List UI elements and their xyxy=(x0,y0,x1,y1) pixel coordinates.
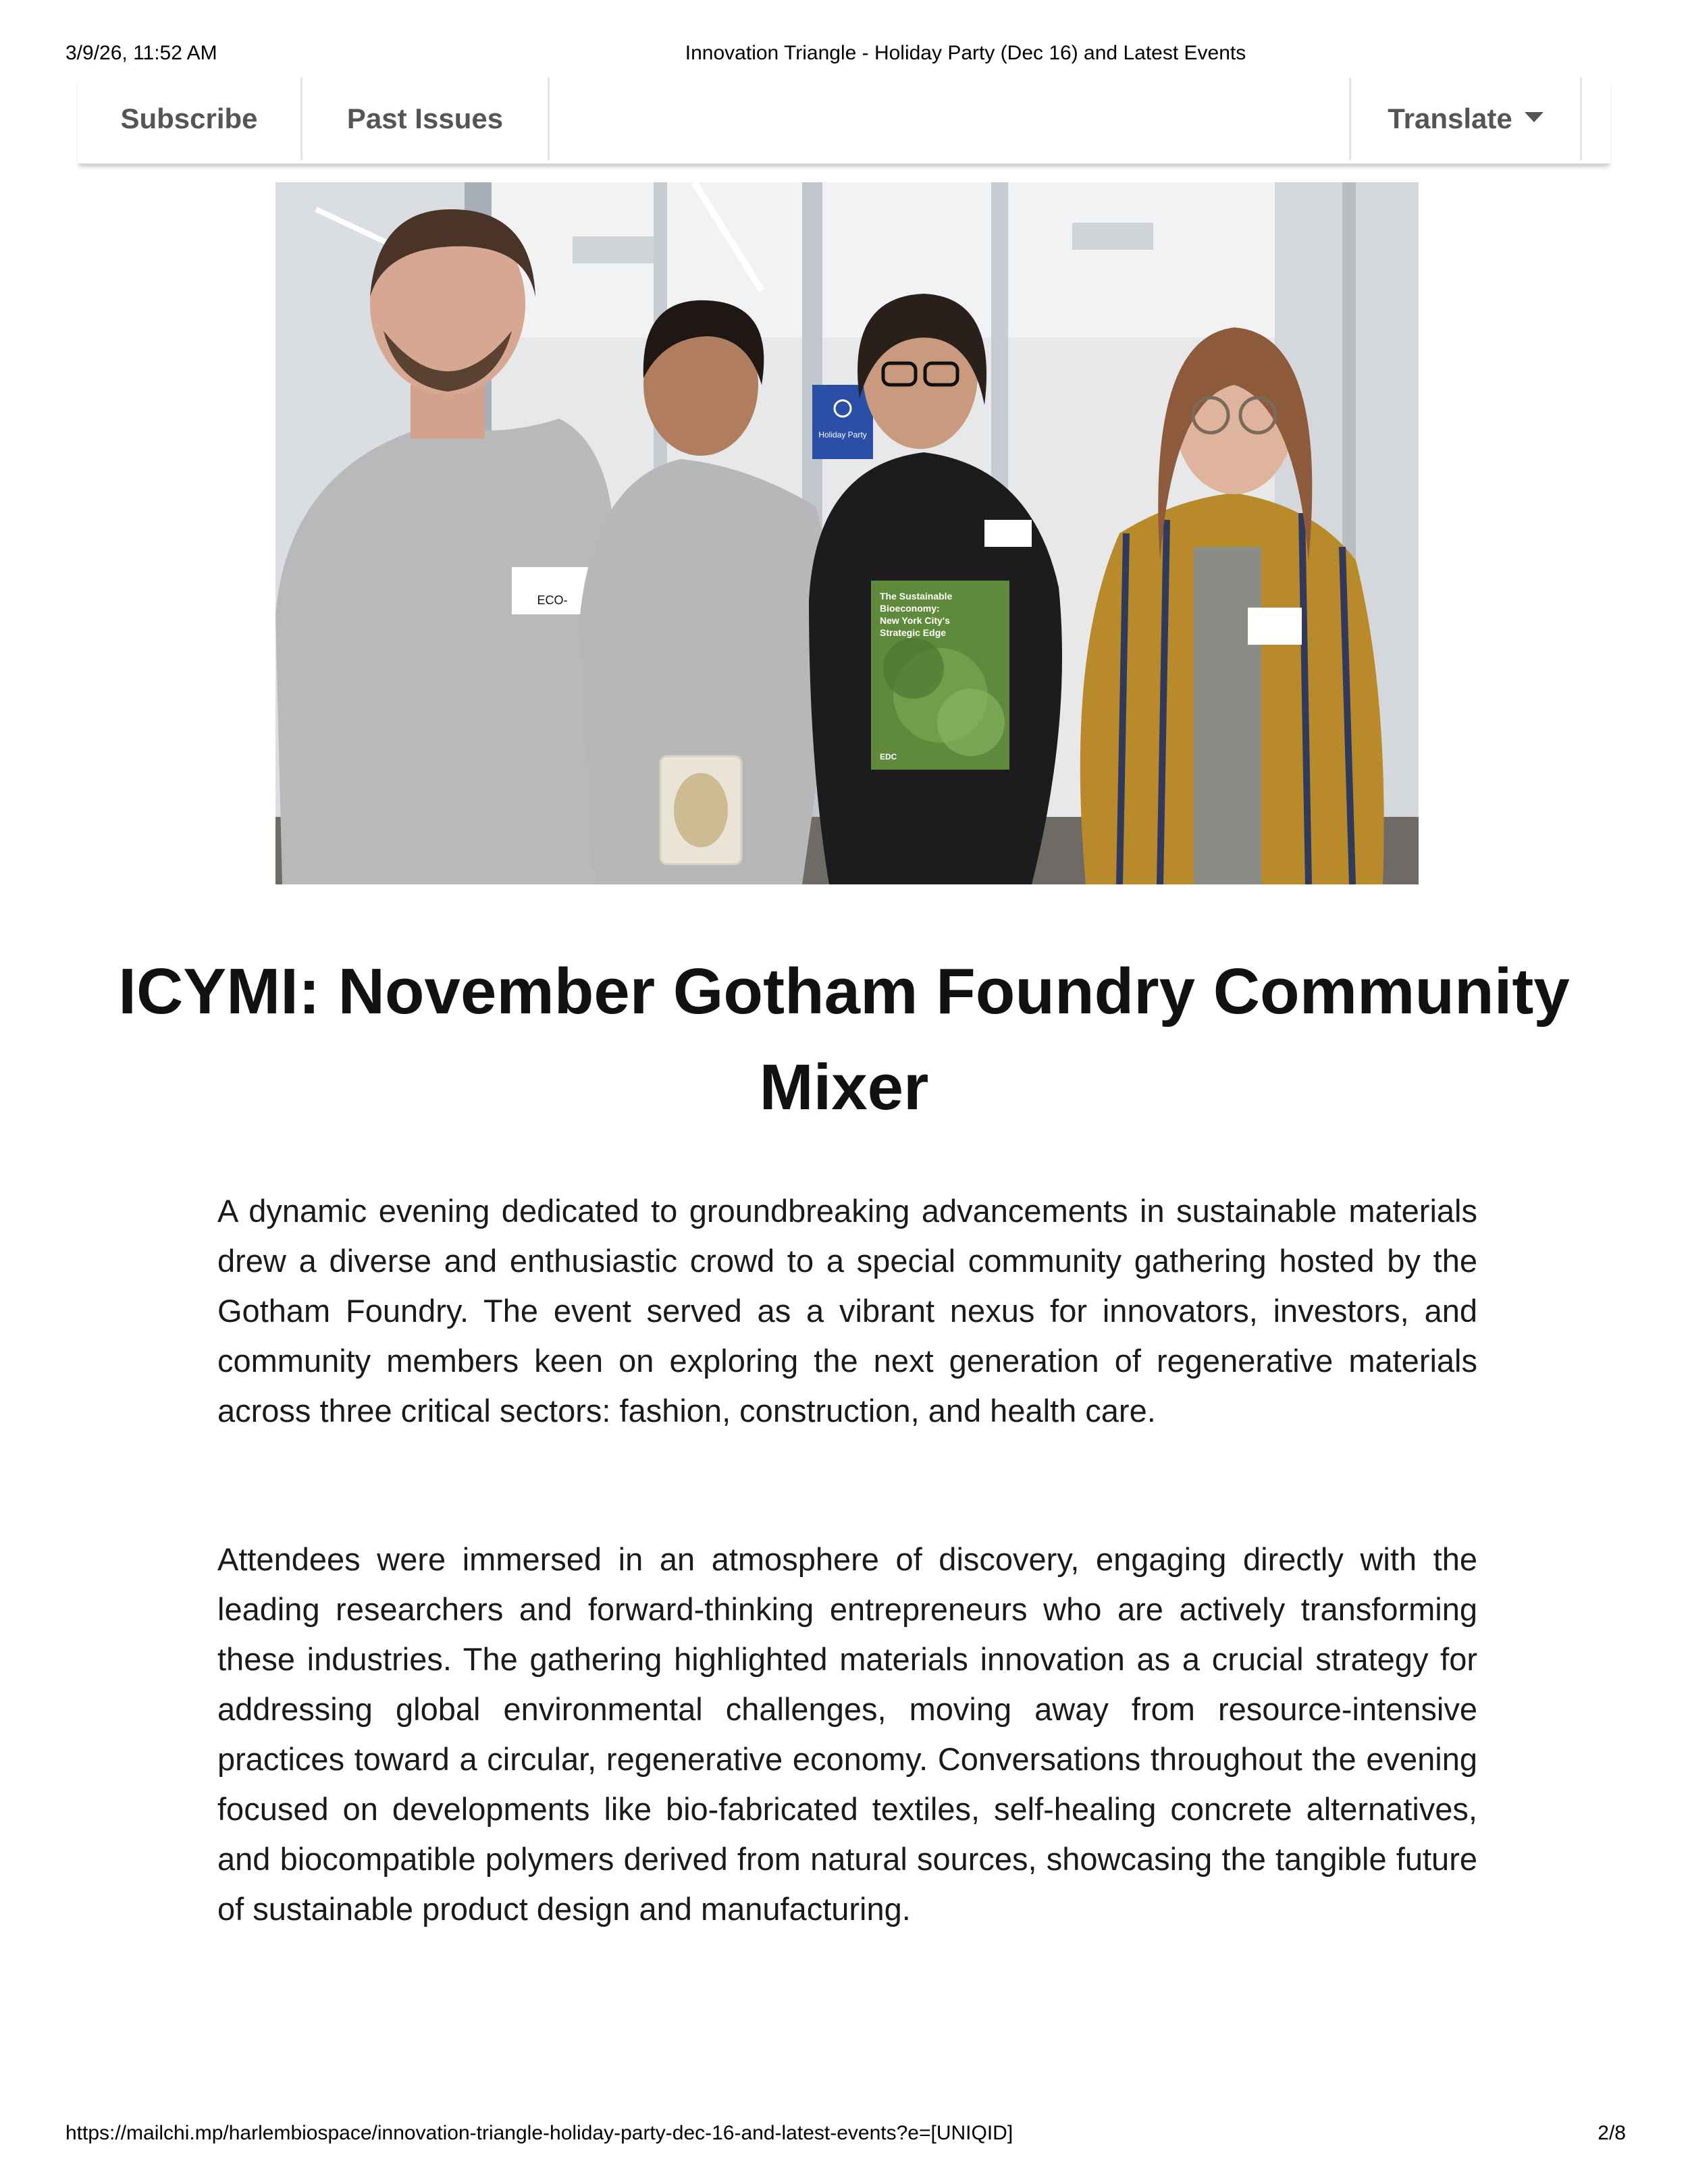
poster-text: Holiday Party xyxy=(818,430,867,440)
subscribe-link[interactable] xyxy=(78,78,302,160)
translate-label: Translate xyxy=(1388,103,1512,134)
newsletter-nav-bar xyxy=(78,78,1610,164)
past-issues-link[interactable] xyxy=(302,78,550,160)
print-footer-url: https://mailchi.mp/harlembiospace/innovation-triangle-holiday-party-dec-16-and-latest-events?e=[UNIQID] xyxy=(65,2122,1013,2144)
article-paragraph-1: A dynamic evening dedicated to groundbreaking advancements in sustainable materials drew a diverse and enthusiastic crowd to a special community gathering hosted by the Gotham Foundry. The event served as a vibrant nexus for innovators, investors, and community members keen on exploring the next generation of regenerative materials across three critical sectors: fashion, construction, and health care. xyxy=(217,1193,1477,1429)
name-tag-3 xyxy=(1248,608,1302,645)
article-paragraph-2: Attendees were immersed in an atmosphere of discovery, engaging directly with the leading researchers and forward-thinking entrepreneurs who are actively transforming these industries. The gathering highlighted materials innovation as a crucial strategy for addressing global environmental challenges, moving away from resource-intensive practices toward a circular, regenerative economy. Conversations throughout the evening focused on developments like bio-fabricated textiles, self-healing concrete alternatives, and biocompatible polymers derived from natural sources, showcasing the tangible future of sustainable product design and manufacturing. xyxy=(217,1541,1477,1927)
name-tag-text: ECO- xyxy=(537,593,568,607)
subscribe-label: Subscribe xyxy=(120,103,258,134)
caret-down-icon xyxy=(1525,112,1544,122)
past-issues-label: Past Issues xyxy=(346,103,504,134)
name-tag-2 xyxy=(984,520,1032,547)
book-title-line-3: New York City's xyxy=(880,615,950,626)
book-title-line-2: Bioeconomy: xyxy=(880,603,940,614)
event-photo xyxy=(275,182,1419,884)
name-tag xyxy=(512,567,593,614)
print-page-number: 2/8 xyxy=(1598,2122,1626,2144)
book-title-line-4: Strategic Edge xyxy=(880,627,947,638)
translate-dropdown[interactable] xyxy=(1349,78,1582,160)
holiday-party-poster xyxy=(812,385,873,459)
print-datetime: 3/9/26, 11:52 AM xyxy=(65,42,217,64)
book-publisher: EDC xyxy=(880,752,897,762)
book-title-line-1: The Sustainable xyxy=(880,591,953,602)
event-photo-illustration xyxy=(275,182,1419,884)
article-headline: ICYMI: November Gotham Foundry Community Mixer xyxy=(118,955,1570,1124)
print-page-title: Innovation Triangle - Holiday Party (Dec 16) and Latest Events xyxy=(685,42,1246,64)
